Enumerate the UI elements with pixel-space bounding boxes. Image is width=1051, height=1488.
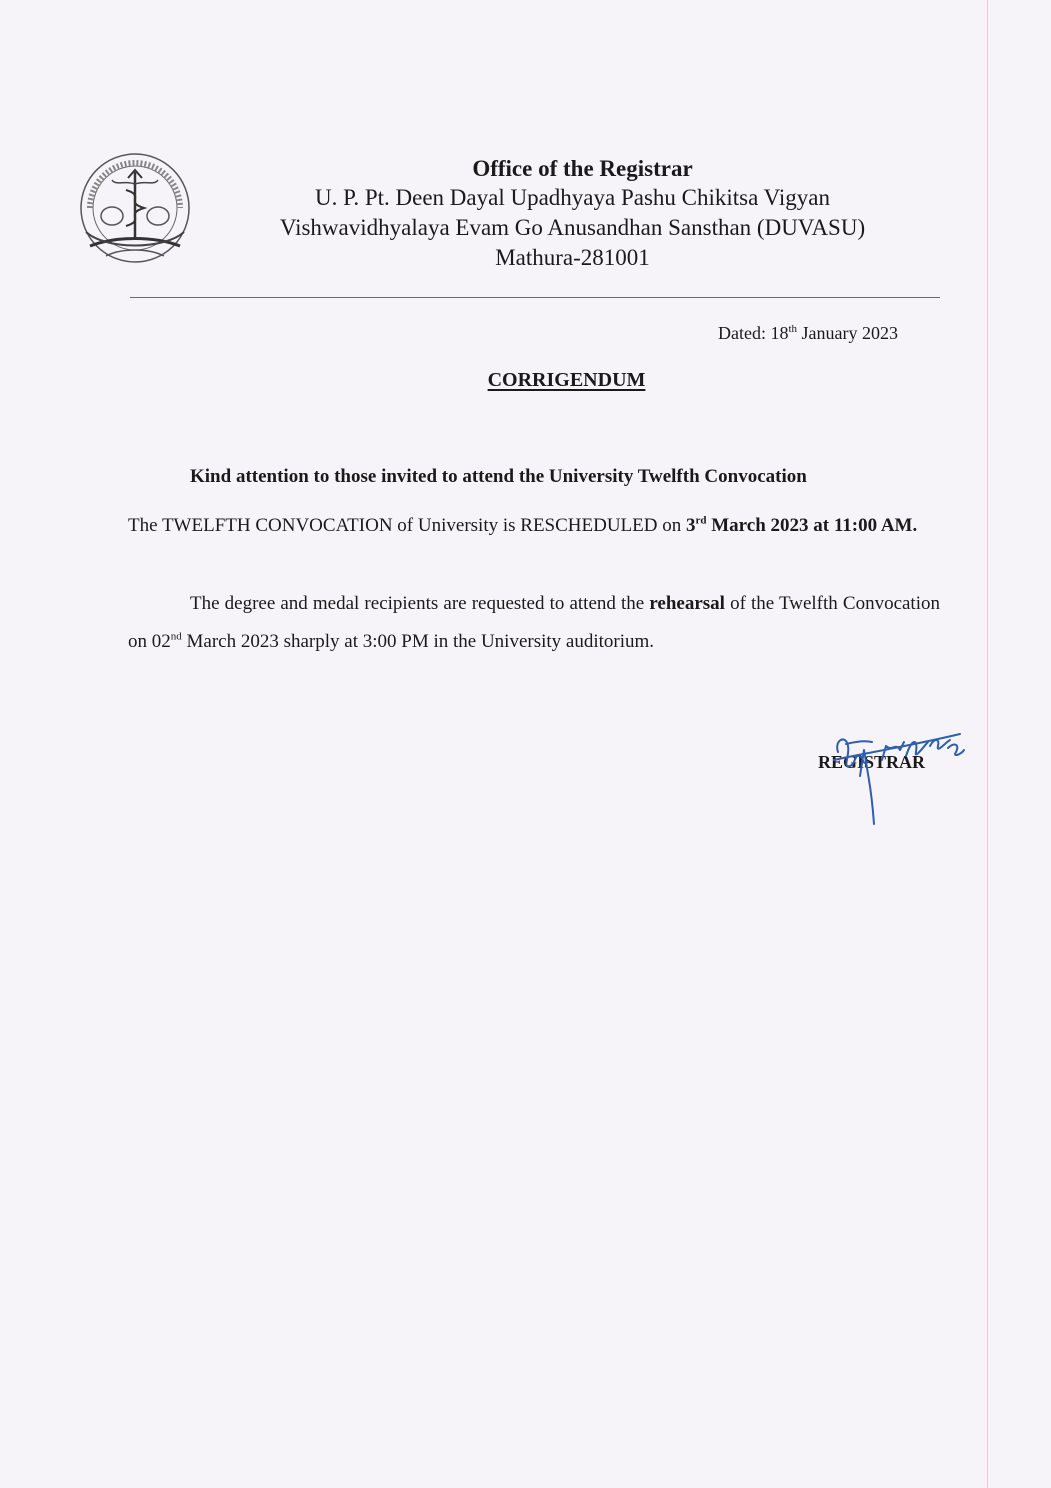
date-suffix: January 2023: [797, 323, 898, 343]
signature-icon: [820, 716, 970, 826]
reschedule-date-rest: March 2023 at 11:00 AM.: [706, 515, 918, 536]
reschedule-paragraph: [128, 507, 940, 545]
rehearsal-day-ordinal: nd: [170, 630, 182, 643]
header-divider: [130, 297, 940, 298]
date-ordinal: th: [788, 323, 798, 335]
office-title: Office of the Registrar: [472, 156, 693, 181]
reschedule-day-ordinal: rd: [695, 514, 707, 527]
reschedule-text: The TWELFTH CONVOCATION of University is RESCHEDULED on: [128, 515, 686, 536]
university-name-line-2: Vishwavidhyalaya Evam Go Anusandhan Sansthan (DUVASU): [279, 215, 866, 240]
date-prefix: Dated: 18: [717, 323, 789, 343]
page-margin-line: [987, 0, 988, 1488]
rehearsal-text-c: March 2023 sharply at 3:00 PM in the University auditorium.: [181, 631, 655, 652]
rehearsal-paragraph: [128, 585, 940, 661]
university-seal-icon: [76, 150, 194, 276]
university-name-line-1: U. P. Pt. Deen Dayal Upadhyaya Pashu Chikitsa Vigyan: [315, 185, 830, 210]
reschedule-day: 3: [686, 515, 696, 536]
letterhead: [240, 155, 905, 273]
attention-line: Kind attention to those invited to attend the University Twelfth Convocation: [190, 466, 807, 487]
university-address: Mathura-281001: [495, 245, 650, 270]
rehearsal-word: rehearsal: [649, 593, 725, 614]
registrar-label: REGISTRAR: [818, 752, 926, 772]
rehearsal-text-a: The degree and medal recipients are requested to attend the: [190, 593, 650, 614]
document-title: CORRIGENDUM: [487, 369, 646, 391]
reschedule-date: [686, 515, 917, 536]
date-line: [718, 323, 898, 344]
rehearsal-text-b: of the Twelfth Convocation on 02: [128, 593, 940, 652]
